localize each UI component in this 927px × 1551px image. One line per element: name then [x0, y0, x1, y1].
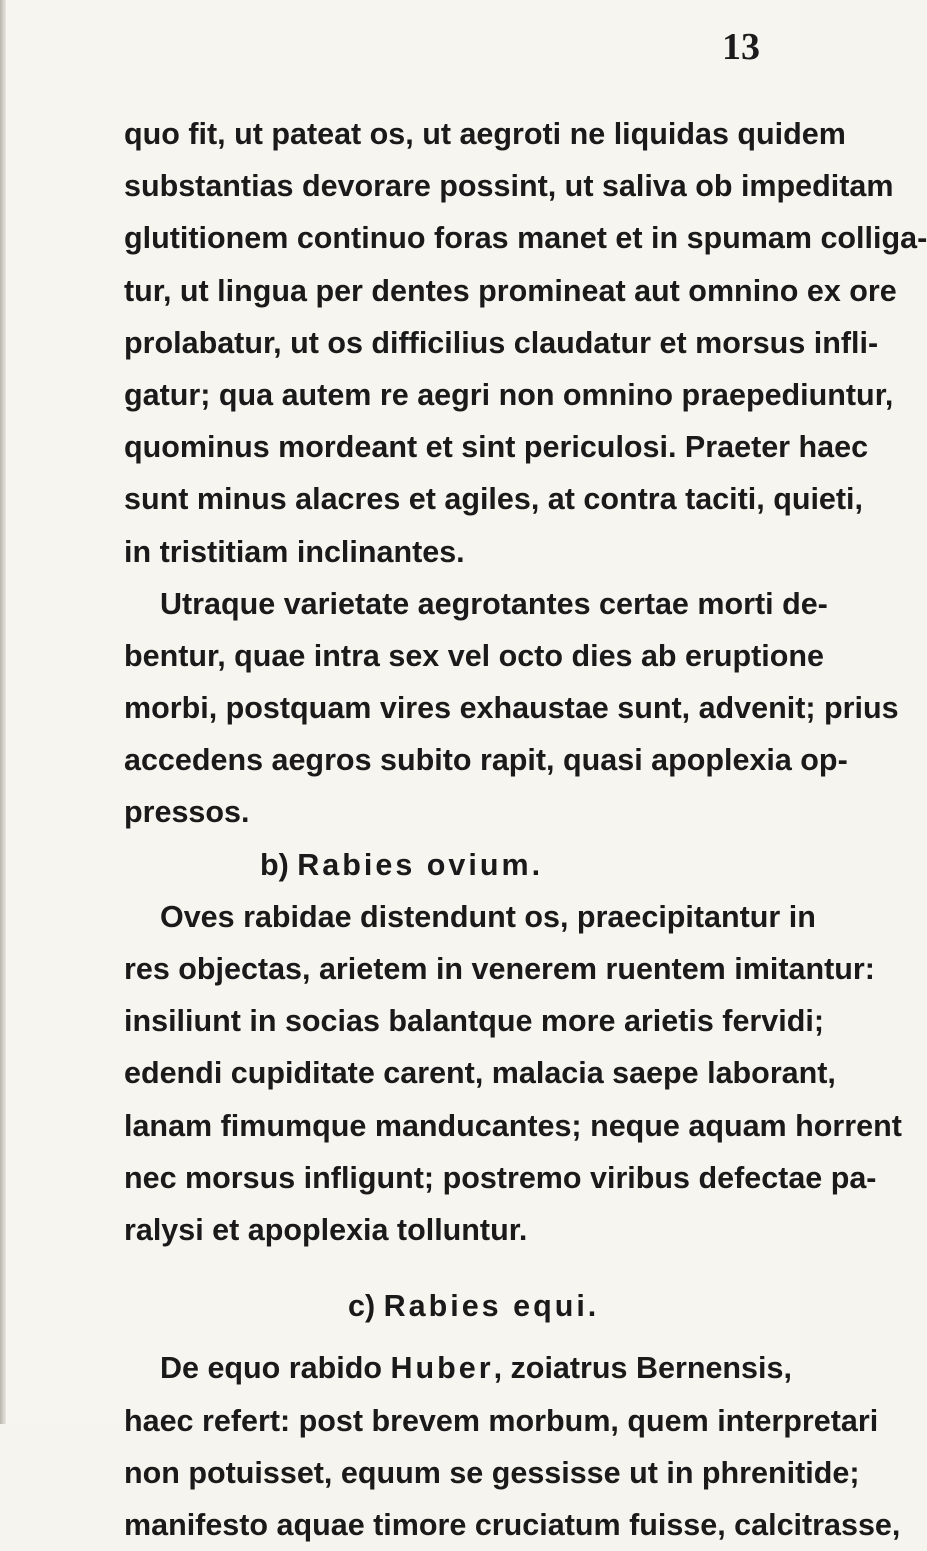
paragraph-1	[124, 108, 927, 578]
text-line: substantias devorare possint, ut saliva ob impeditam	[124, 169, 894, 204]
text-fragment: , zoiatrus Bernensis,	[493, 1351, 792, 1386]
paragraph-4	[124, 1342, 901, 1551]
page-binding-edge	[0, 0, 6, 1424]
section-title: Rabies ovium.	[297, 847, 544, 882]
text-line: edendi cupiditate carent, malacia saepe laborant,	[124, 1056, 836, 1091]
author-name: Huber	[390, 1351, 494, 1386]
body-text	[124, 108, 927, 1551]
text-line: insiliunt in socias balantque more arietis fervidi;	[124, 1004, 824, 1039]
text-line: lanam fimumque manducantes; neque aquam horrent	[124, 1108, 902, 1143]
section-heading-b	[124, 839, 772, 891]
text-line: glutitionem continuo foras manet et in spumam colliga-	[124, 221, 927, 256]
text-line: morbi, postquam vires exhaustae sunt, advenit; prius	[124, 691, 899, 726]
text-line: non potuisset, equum se gessisse ut in phrenitide;	[124, 1455, 860, 1490]
section-marker: b)	[260, 847, 289, 882]
section-title: Rabies equi.	[383, 1289, 600, 1324]
section-heading-c	[124, 1280, 772, 1332]
spacer	[124, 1256, 772, 1280]
spacer	[124, 1332, 772, 1342]
text-line: gatur; qua autem re aegri non omnino praepediuntur,	[124, 377, 894, 412]
text-line: Utraque varietate aegrotantes certae morti de-	[160, 586, 828, 621]
text-line: accedens aegros subito rapit, quasi apoplexia op-	[124, 743, 848, 778]
text-line: bentur, quae intra sex vel octo dies ab eruptione	[124, 638, 824, 673]
text-line: manifesto aquae timore cruciatum fuisse, calcitrasse,	[124, 1507, 901, 1542]
text-fragment: De equo rabido	[160, 1351, 382, 1386]
text-line: prolabatur, ut os difficilius claudatur et morsus infli-	[124, 325, 879, 360]
text-line: tur, ut lingua per dentes promineat aut omnino ex ore	[124, 273, 897, 308]
text-line: ralysi et apoplexia tolluntur.	[124, 1212, 528, 1247]
text-line: quominus mordeant et sint periculosi. Praeter haec	[124, 430, 869, 465]
paragraph-3	[124, 891, 902, 1256]
text-line: haec refert: post brevem morbum, quem interpretari	[124, 1403, 879, 1438]
text-line: nec morsus infligunt; postremo viribus defectae pa-	[124, 1160, 877, 1195]
text-line: in tristitiam inclinantes.	[124, 534, 465, 569]
text-line: quo fit, ut pateat os, ut aegroti ne liquidas quidem	[124, 117, 846, 151]
section-marker: c)	[348, 1289, 376, 1324]
text-line: sunt minus alacres et agiles, at contra taciti, quieti,	[124, 482, 863, 517]
text-line: res objectas, arietem in venerem ruentem imitantur:	[124, 952, 875, 986]
text-line	[124, 1342, 792, 1394]
text-line: pressos.	[124, 795, 250, 830]
paragraph-2	[124, 578, 899, 839]
page-number: 13	[722, 26, 760, 68]
text-line: Oves rabidae distendunt os, praecipitantur in	[160, 899, 816, 934]
